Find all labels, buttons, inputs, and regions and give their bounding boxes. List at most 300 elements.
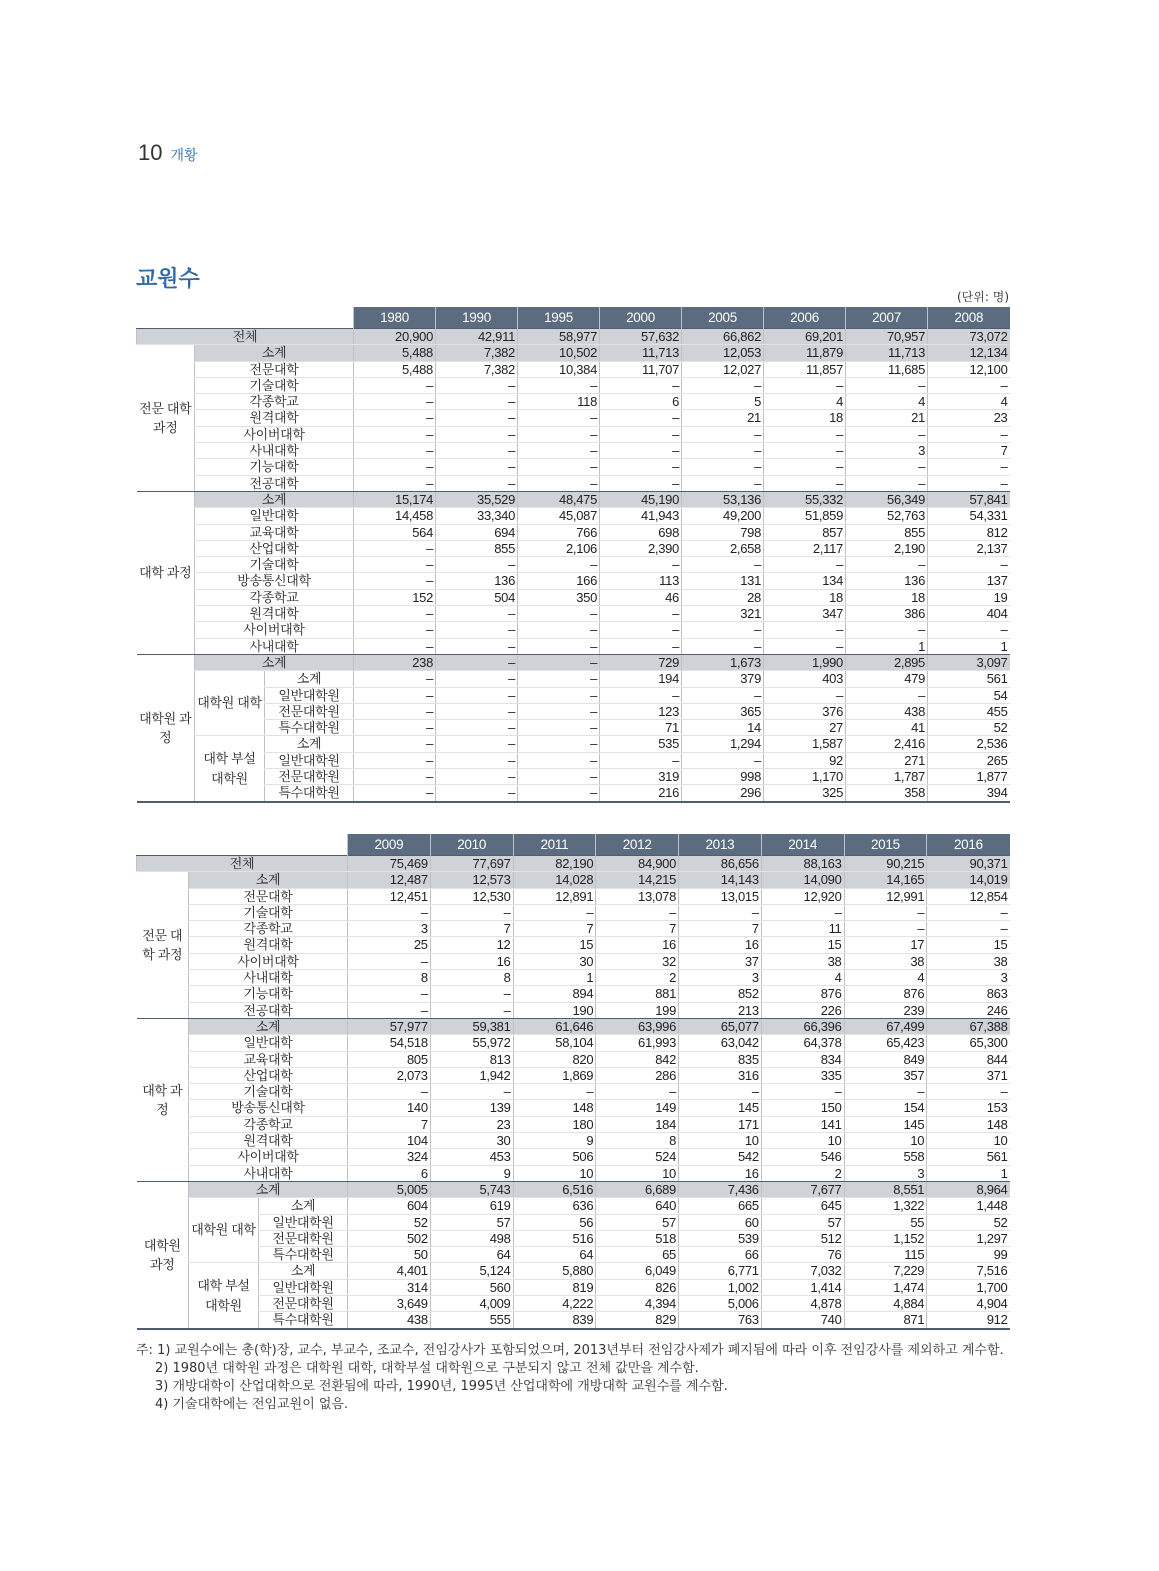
table-row [137,1165,1010,1181]
row-label: 특수대학원 [265,785,354,802]
cell-value: 1,294 [682,736,764,752]
cell-value: 11,707 [600,361,682,377]
cell-value: 1 [928,638,1010,654]
cell-value: – [513,904,596,920]
cell-value: – [354,426,436,442]
cell-value: – [764,426,846,442]
cell-value: – [682,638,764,654]
cell-value: 506 [513,1149,596,1165]
cell-value: – [436,459,518,475]
cell-value: 763 [679,1312,762,1329]
cell-value: 41 [846,720,928,736]
footnote: 주: 1) 교원수에는 총(학)장, 교수, 부교수, 조교수, 전임강사가 포함되었으며, 2013년부터 전임강사제가 폐지됨에 따라 이후 전임강사를 제외하고 계수함. [136,1343,1004,1358]
cell-value: – [518,557,600,573]
cell-value: 66 [679,1247,762,1263]
row-label: 사이버대학 [195,426,354,442]
cell-value: 67,388 [927,1018,1010,1034]
year-header-row [137,307,1010,329]
cell-value: 6,689 [596,1181,679,1197]
cell-value: 546 [761,1149,844,1165]
table-row [137,394,1010,410]
cell-value: – [354,752,436,768]
cell-value: 2,106 [518,540,600,556]
cell-value: 7,229 [844,1263,927,1279]
cell-value: 113 [600,573,682,589]
table-row [137,720,1010,736]
row-label: 전공대학 [195,475,354,491]
table-row [137,573,1010,589]
row-label: 특수대학원 [259,1312,348,1329]
cell-value: 829 [596,1312,679,1329]
cell-value: 12,530 [430,888,513,904]
cell-value: 881 [596,986,679,1002]
cell-value: 16 [679,937,762,953]
cell-value: – [682,687,764,703]
cell-value: 7 [596,921,679,937]
cell-value: 15 [927,937,1010,953]
cell-value: 12,891 [513,888,596,904]
cell-value: 296 [682,785,764,802]
cell-value: – [682,557,764,573]
cell-value: 1,787 [846,769,928,785]
year-header: 2006 [764,307,846,329]
cell-value: 52,763 [846,508,928,524]
cell-value: – [764,557,846,573]
total-value: 69,201 [764,329,846,345]
row-label: 전공대학 [189,1002,348,1018]
cell-value: – [596,904,679,920]
cell-value: – [430,986,513,1002]
cell-value: – [764,622,846,638]
table-row [137,937,1010,953]
cell-value: 1,700 [927,1279,1010,1295]
cell-value: 63,042 [679,1035,762,1051]
cell-value: – [348,953,431,969]
cell-value: – [518,377,600,393]
cell-value: – [354,720,436,736]
cell-value: – [518,703,600,719]
row-label: 사내대학 [195,443,354,459]
cell-value: – [761,904,844,920]
cell-value: 2,137 [928,540,1010,556]
cell-value: 153 [927,1100,1010,1116]
year-header: 1995 [518,307,600,329]
cell-value: – [354,671,436,687]
cell-value: 23 [928,410,1010,426]
cell-value: 56 [513,1214,596,1230]
table-row [137,671,1010,687]
footnote: 2) 1980년 대학원 과정은 대학원 대학, 대학부설 대학원으로 구분되지 않고 전체 값만을 계수함. [155,1361,699,1376]
cell-value: – [761,1084,844,1100]
cell-value: 2,190 [846,540,928,556]
cell-value: 14,143 [679,872,762,888]
cell-value: 141 [761,1116,844,1132]
row-label: 일반대학원 [259,1214,348,1230]
row-label: 기술대학 [195,377,354,393]
row-label: 각종학교 [195,394,354,410]
cell-value: 376 [764,703,846,719]
cell-value: 136 [846,573,928,589]
total-value: 84,900 [596,856,679,872]
cell-value: 14,090 [761,872,844,888]
cell-value: 35,529 [436,491,518,507]
cell-value: 18 [764,410,846,426]
category-label: 대학원 과정 [137,654,195,801]
cell-value: 560 [430,1279,513,1295]
cell-value: 14,165 [844,872,927,888]
cell-value: 190 [513,1002,596,1018]
cell-value: – [928,426,1010,442]
cell-value: 67,499 [844,1018,927,1034]
cell-value: – [764,443,846,459]
cell-value: – [518,426,600,442]
table-row [137,703,1010,719]
cell-value: – [513,1084,596,1100]
cell-value: 455 [928,703,1010,719]
cell-value: 5,006 [679,1296,762,1312]
table-row [137,752,1010,768]
cell-value: 371 [927,1067,1010,1083]
cell-value: 57 [761,1214,844,1230]
cell-value: 524 [596,1149,679,1165]
cell-value: 52 [928,720,1010,736]
cell-value: 729 [600,654,682,670]
cell-value: 4 [764,394,846,410]
cell-value: 2 [596,970,679,986]
subtotal-row [137,872,1010,888]
cell-value: 9 [430,1165,513,1181]
cell-value: 7 [430,921,513,937]
row-label: 사이버대학 [189,953,348,969]
row-label: 소계 [195,345,354,361]
cell-value: 171 [679,1116,762,1132]
row-label: 소계 [259,1263,348,1279]
subtotal-row [137,654,1010,670]
cell-value: 645 [761,1198,844,1214]
cell-value: 636 [513,1198,596,1214]
cell-value: 216 [600,785,682,802]
cell-value: 4,878 [761,1296,844,1312]
cell-value: 238 [354,654,436,670]
cell-value: – [600,377,682,393]
cell-value: 33,340 [436,508,518,524]
cell-value: 21 [846,410,928,426]
cell-value: 11,879 [764,345,846,361]
cell-value: 6 [348,1165,431,1181]
cell-value: 12,053 [682,345,764,361]
cell-value: – [348,986,431,1002]
cell-value: 1 [846,638,928,654]
cell-value: 57,841 [928,491,1010,507]
table-row [137,589,1010,605]
cell-value: 76 [761,1247,844,1263]
year-header: 2012 [596,834,679,856]
table-row [137,1214,1010,1230]
table-row [137,459,1010,475]
cell-value: 403 [764,671,846,687]
cell-value: – [354,785,436,802]
table-row [137,606,1010,622]
cell-value: 7,382 [436,345,518,361]
cell-value: 19 [928,589,1010,605]
cell-value: – [600,557,682,573]
cell-value: 11,685 [846,361,928,377]
cell-value: 2 [761,1165,844,1181]
cell-value: – [846,687,928,703]
row-label: 기능대학 [195,459,354,475]
cell-value: 321 [682,606,764,622]
cell-value: 7,032 [761,1263,844,1279]
cell-value: – [354,377,436,393]
cell-value: 115 [844,1247,927,1263]
cell-value: 10 [596,1165,679,1181]
cell-value: 14,215 [596,872,679,888]
cell-value: – [927,904,1010,920]
cell-value: 199 [596,1002,679,1018]
row-label: 소계 [189,872,348,888]
cell-value: – [436,475,518,491]
cell-value: – [348,904,431,920]
cell-value: – [436,638,518,654]
cell-value: – [354,703,436,719]
cell-value: – [600,475,682,491]
cell-value: 7 [513,921,596,937]
cell-value: 1,474 [844,1279,927,1295]
cell-value: – [682,622,764,638]
cell-value: 11,713 [600,345,682,361]
category-label: 전문 대학 과정 [137,872,189,1019]
category-label: 대학 과정 [137,1018,189,1181]
cell-value: 46 [600,589,682,605]
cell-value: 844 [927,1051,1010,1067]
cell-value: – [764,687,846,703]
cell-value: – [764,475,846,491]
table-row [137,508,1010,524]
table-row [137,1230,1010,1246]
cell-value: 180 [513,1116,596,1132]
cell-value: 558 [844,1149,927,1165]
year-header-row [137,834,1010,856]
cell-value: 10,502 [518,345,600,361]
cell-value: – [518,671,600,687]
cell-value: – [844,904,927,920]
row-label: 전문대학 [189,888,348,904]
cell-value: 319 [600,769,682,785]
table-row [137,687,1010,703]
cell-value: 12,487 [348,872,431,888]
row-label: 각종학교 [189,1116,348,1132]
cell-value: 148 [513,1100,596,1116]
cell-value: – [354,459,436,475]
cell-value: – [518,475,600,491]
cell-value: 154 [844,1100,927,1116]
cell-value: 694 [436,524,518,540]
row-label: 기술대학 [195,557,354,573]
cell-value: 8 [430,970,513,986]
cell-value: 4,394 [596,1296,679,1312]
cell-value: 7,516 [927,1263,1010,1279]
row-label: 산업대학 [189,1067,348,1083]
table-row [137,986,1010,1002]
cell-value: 65,300 [927,1035,1010,1051]
cell-value: 3,649 [348,1296,431,1312]
cell-value: 139 [430,1100,513,1116]
cell-value: – [430,1084,513,1100]
cell-value: – [682,377,764,393]
cell-value: 357 [844,1067,927,1083]
cell-value: – [846,377,928,393]
cell-value: – [436,426,518,442]
cell-value: 1,587 [764,736,846,752]
table-row [137,426,1010,442]
row-label: 방송통신대학 [195,573,354,589]
cell-value: 65 [596,1247,679,1263]
cell-value: 61,993 [596,1035,679,1051]
row-label: 일반대학원 [265,687,354,703]
row-label: 사내대학 [189,970,348,986]
cell-value: 539 [679,1230,762,1246]
row-label: 소계 [259,1198,348,1214]
row-label: 원격대학 [189,1133,348,1149]
cell-value: 798 [682,524,764,540]
cell-value: – [927,921,1010,937]
table-row [137,361,1010,377]
year-header: 2013 [679,834,762,856]
total-value: 42,911 [436,329,518,345]
cell-value: – [846,622,928,638]
cell-value: 379 [682,671,764,687]
footnote: 4) 기술대학에는 전임교원이 없음. [155,1397,349,1412]
row-label: 기능대학 [189,986,348,1002]
total-value: 88,163 [761,856,844,872]
cell-value: 64 [430,1247,513,1263]
cell-value: – [600,459,682,475]
cell-value: 5,880 [513,1263,596,1279]
total-value: 82,190 [513,856,596,872]
cell-value: – [436,769,518,785]
cell-value: 15 [513,937,596,953]
cell-value: – [844,921,927,937]
cell-value: – [600,638,682,654]
cell-value: – [518,736,600,752]
cell-value: – [928,377,1010,393]
cell-value: 871 [844,1312,927,1329]
table-row [137,1035,1010,1051]
cell-value: 4 [844,970,927,986]
cell-value: 25 [348,937,431,953]
cell-value: 18 [846,589,928,605]
cell-value: 7 [348,1116,431,1132]
cell-value: – [682,426,764,442]
cell-value: 66,396 [761,1018,844,1034]
cell-value: 502 [348,1230,431,1246]
cell-value: 213 [679,1002,762,1018]
cell-value: 55,332 [764,491,846,507]
cell-value: 1,170 [764,769,846,785]
cell-value: 316 [679,1067,762,1083]
cell-value: 2,658 [682,540,764,556]
cell-value: 57 [430,1214,513,1230]
table-row [137,410,1010,426]
cell-value: 166 [518,573,600,589]
faculty-table-2009-2016 [136,834,1010,1330]
row-label: 소계 [189,1181,348,1197]
row-label: 일반대학원 [265,752,354,768]
cell-value: 13,078 [596,888,679,904]
table-row [137,1312,1010,1329]
cell-value: 5,005 [348,1181,431,1197]
year-header: 1980 [354,307,436,329]
cell-value: 1,877 [928,769,1010,785]
cell-value: 438 [348,1312,431,1329]
cell-value: – [518,443,600,459]
cell-value: – [518,687,600,703]
cell-value: 286 [596,1067,679,1083]
table-row [137,904,1010,920]
cell-value: 10 [844,1133,927,1149]
subtotal-row [137,1181,1010,1197]
cell-value: 5,124 [430,1263,513,1279]
cell-value: 394 [928,785,1010,802]
row-label: 전문대학원 [265,769,354,785]
cell-value: 855 [436,540,518,556]
cell-value: 518 [596,1230,679,1246]
cell-value: – [436,377,518,393]
cell-value: 16 [679,1165,762,1181]
cell-value: 2,390 [600,540,682,556]
cell-value: – [682,443,764,459]
cell-value: 65,077 [679,1018,762,1034]
cell-value: 1,448 [927,1198,1010,1214]
total-value: 57,632 [600,329,682,345]
row-label: 전문대학원 [259,1296,348,1312]
cell-value: 839 [513,1312,596,1329]
cell-value: – [436,654,518,670]
cell-value: – [518,459,600,475]
header-blank [137,307,354,329]
cell-value: 28 [682,589,764,605]
cell-value: – [518,752,600,768]
cell-value: 152 [354,589,436,605]
cell-value: 123 [600,703,682,719]
cell-value: 325 [764,785,846,802]
cell-value: – [436,687,518,703]
cell-value: 55,972 [430,1035,513,1051]
page-header [138,140,198,166]
cell-value: 45,190 [600,491,682,507]
cell-value: – [518,654,600,670]
cell-value: 4 [846,394,928,410]
total-value: 70,957 [846,329,928,345]
table-row [137,736,1010,752]
cell-value: 1,673 [682,654,764,670]
cell-value: 149 [596,1100,679,1116]
table-row [137,921,1010,937]
cell-value: – [436,703,518,719]
cell-value: 14,019 [927,872,1010,888]
cell-value: 11,857 [764,361,846,377]
cell-value: 140 [348,1100,431,1116]
cell-value: 64,378 [761,1035,844,1051]
cell-value: – [682,459,764,475]
cell-value: – [600,752,682,768]
year-header: 2000 [600,307,682,329]
cell-value: 564 [354,524,436,540]
footnote: 3) 개방대학이 산업대학으로 전환됨에 따라, 1990년, 1995년 산업대학에 개방대학 교원수를 계수함. [155,1379,728,1394]
cell-value: – [596,1084,679,1100]
cell-value: 6,049 [596,1263,679,1279]
cell-value: 14 [682,720,764,736]
